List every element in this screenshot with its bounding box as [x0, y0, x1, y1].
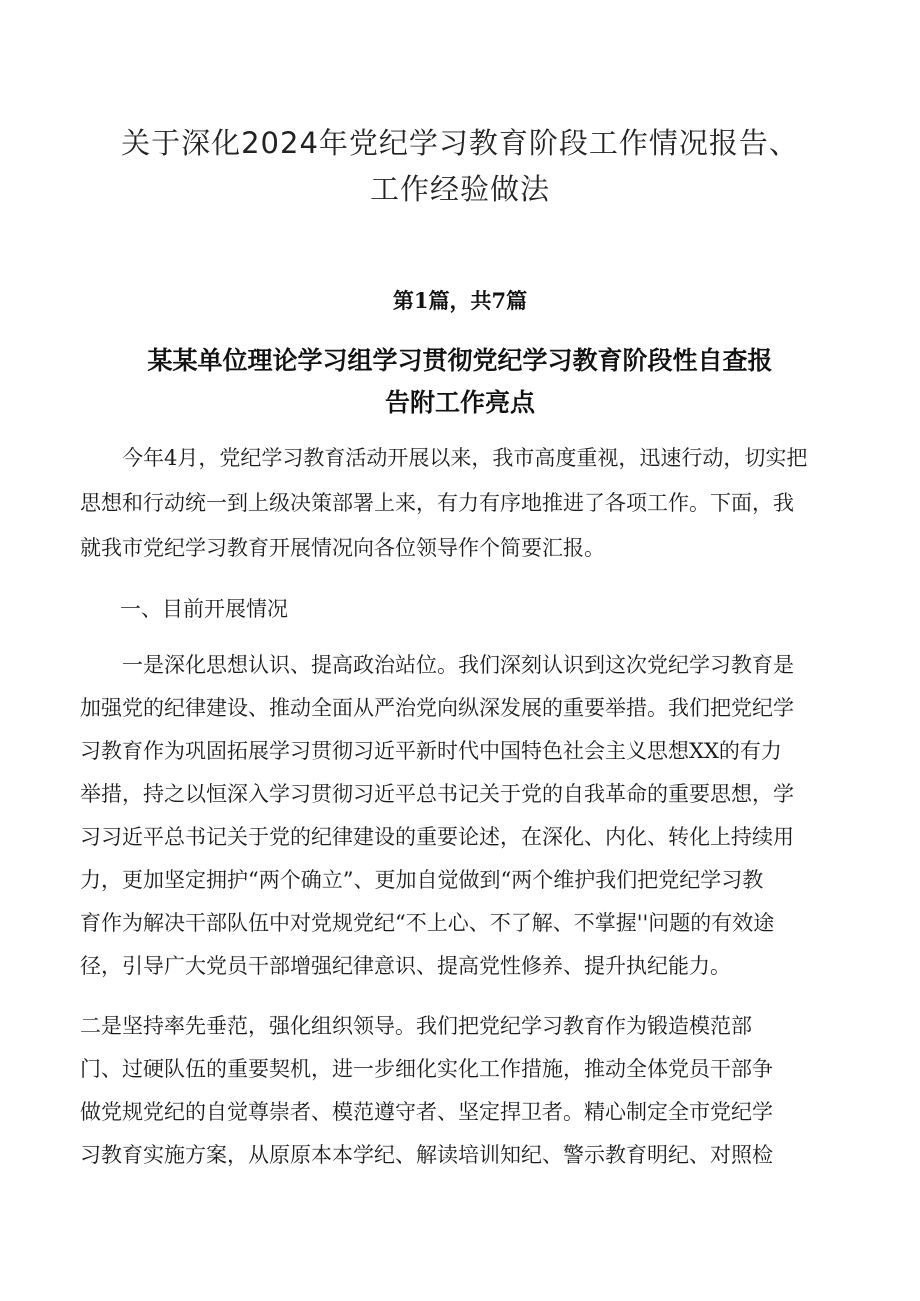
paragraph-line: 径，引导广大党员干部增强纪律意识、提高党性修养、提升执纪能力。: [80, 954, 731, 978]
intro-line: 今年4月，党纪学习教育活动开展以来，我市高度重视，迅速行动，切实把: [122, 446, 808, 470]
section-number: 第1篇，共7篇: [392, 288, 528, 313]
section-heading: 一、目前开展情况: [120, 597, 288, 621]
document-title-line-1: 关于深化2024年党纪学习教育阶段工作情况报告、: [121, 126, 799, 160]
paragraph-line: 做党规党纪的自觉尊崇者、模范遵守者、坚定捍卫者。精心制定全市党纪学: [80, 1100, 773, 1124]
paragraph-line: 习习近平总书记关于党的纪律建设的重要论述，在深化、内化、转化上持续用: [80, 825, 794, 849]
paragraph-line: 一是深化思想认识、提高政治站位。我们深刻认识到这次党纪学习教育是: [122, 653, 794, 677]
paragraph-line: 习教育实施方案，从原原本本学纪、解读培训知纪、警示教育明纪、对照检: [80, 1143, 773, 1167]
paragraph-line: 力，更加坚定拥护“两个确立”、更加自觉做到“两个维护我们把党纪学习教: [80, 868, 764, 892]
intro-line: 思想和行动统一到上级决策部署上来，有力有序地推进了各项工作。下面，我: [80, 491, 794, 515]
intro-line: 就我市党纪学习教育开展情况向各位领导作个简要汇报。: [80, 536, 605, 560]
article-subtitle-line-1: 某某单位理论学习组学习贯彻党纪学习教育阶段性自查报: [147, 346, 773, 375]
paragraph-line: 门、过硬队伍的重要契机，进一步细化实化工作措施，推动全体党员干部争: [80, 1057, 773, 1081]
article-subtitle-line-2: 告附工作亮点: [384, 388, 535, 417]
document-title-line-2: 工作经验做法: [369, 172, 550, 206]
paragraph-line: 加强党的纪律建设、推动全面从严治党向纵深发展的重要举措。我们把党纪学: [80, 696, 794, 720]
paragraph-line: 育作为解决干部队伍中对党规党纪“不上心、不了解、不掌握''问题的有效途: [80, 911, 775, 935]
paragraph-line: 举措，持之以恒深入学习贯彻习近平总书记关于党的自我革命的重要思想，学: [80, 782, 794, 806]
paragraph-line: 二是坚持率先垂范，强化组织领导。我们把党纪学习教育作为锻造模范部: [80, 1014, 752, 1038]
paragraph-line: 习教育作为巩固拓展学习贯彻习近平新时代中国特色社会主义思想XX的有力: [80, 739, 782, 763]
